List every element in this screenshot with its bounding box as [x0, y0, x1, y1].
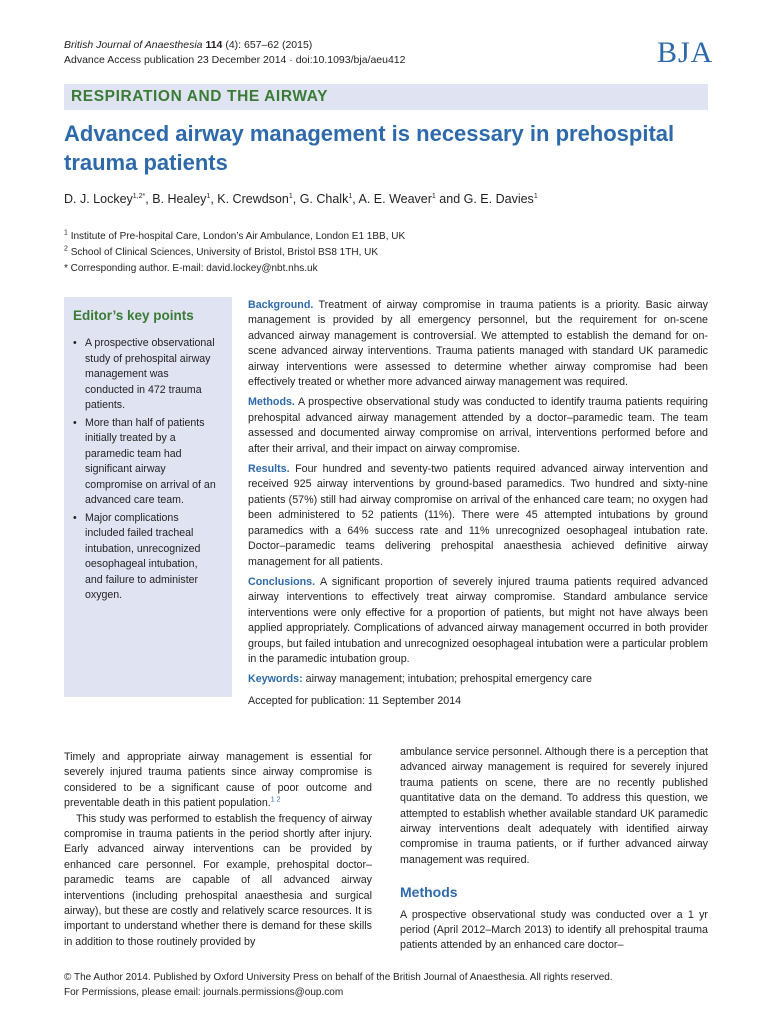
- section-label: RESPIRATION AND THE AIRWAY: [71, 88, 329, 105]
- key-points-title: Editor’s key points: [73, 308, 194, 323]
- affiliations: [64, 229, 405, 277]
- methods-heading: Methods: [400, 884, 458, 901]
- key-point-item: • Major complications included failed tracheal intubation, unrecognized oesophageal intubation, and failure to administer oxygen.: [85, 511, 217, 604]
- affiliation: $^2$ School of Clinical Sciences, University of Bristol, Bristol BS8 1TH, UK: [64, 245, 379, 258]
- abstract-results: Results. Four hundred and seventy-two patients required advanced airway intervention and received 925 airway interventions by ground-based paramedics. Two hundred and sixty-nine patients (57%) still had airway compromise on arrival of the enhanced care team; no oxygen had been administered to 52 patients (11%). There were 45 attempted intubations by ground paramedics with a 64% success rate and 11% unrecognized oesophageal intubation rate. Doctor–paramedic teams delivering prehospital anaesthesia achieved definitive airway management for all patients.: [248, 463, 708, 568]
- journal-citation: [64, 38, 406, 53]
- journal-header: [64, 38, 406, 68]
- key-point-item: • A prospective observational study of prehospital airway management was conducted in 472 trauma patients.: [85, 336, 217, 414]
- keywords: Keywords: airway management; intubation; prehospital emergency care: [248, 673, 592, 686]
- journal-name: British Journal of Anaesthesia: [64, 39, 203, 51]
- journal-issue-pages: (4): 657–62 (2015): [225, 39, 313, 51]
- abstract-background: Background. Treatment of airway compromise in trauma patients is a priority. Basic airway management is provided by all emergency personnel, but the requirement for on-scene advanced airway management is controversial. We attempted to establish the demand for on-scene advanced airway interventions. Trauma patients managed with standard UK paramedic airway interventions were assessed to determine whether airway compromise had been effectively treated or whether more advanced airway management was required.: [248, 299, 709, 389]
- abstract-conclusions: Conclusions. A significant proportion of severely injured trauma patients required advanced airway interventions to effectively treat airway compromise. Standard ambulance service interventions were only effective for a proportion of patients, but might not have always been applied appropriately. Complications of advanced airway management occurred in both provider groups, but failed intubation and unrecognized oesophageal intubation were a particular problem in the paramedic intubation group.: [248, 575, 708, 665]
- footer: [64, 970, 613, 1000]
- abstract-methods: Methods. A prospective observational study was conducted to identify trauma patients requiring prehospital advanced airway management attended by a doctor–paramedic team. The team assessed and documented airway compromise on arrival, interventions performed before and after their arrival, and their impact on airway compromise.: [248, 396, 708, 455]
- intro-paragraph-1: Timely and appropriate airway management is essential for severely injured trauma patients since airway compromise is considered to be a significant cause of poor outcome and preventable death in this patient population.$^{1 2}$: [64, 751, 372, 810]
- intro-paragraph-2: This study was performed to establish the frequency of airway compromise in trauma patients in the period shortly after injury. Early advanced airway interventions can be provided by enhanced care personnel. For example, prehospital doctor–paramedic teams are capable of all advanced airway interventions (including prehospital anaesthesia and surgical airway), but these are costly and relatively scarce resources. It is important to understand whether there is demand for these skills in addition to those routinely provided by: [64, 812, 372, 948]
- key-point-item: • More than half of patients initially treated by a paramedic team had significant airway compromise on arrival of an advanced care team.: [85, 416, 217, 509]
- author: B. Healey$^1$,: [152, 192, 218, 206]
- permissions: For Permissions, please email: journals.permissions@oup.com: [64, 987, 344, 998]
- key-points-box: [64, 297, 232, 697]
- section-band: [64, 84, 708, 110]
- citation-refs[interactable]: 1 2: [270, 796, 281, 804]
- body-column-right: [400, 745, 708, 954]
- access-line: Advance Access publication 23 December 2014 · doi:10.1093/bja/aeu412: [64, 54, 406, 66]
- abstract: [248, 298, 708, 714]
- article-title: Advanced airway management is necessary in prehospital trauma patients: [64, 121, 675, 175]
- bja-logo: BJA: [657, 36, 714, 69]
- author: G. Chalk$^1$,: [299, 192, 359, 206]
- copyright: © The Author 2014. Published by Oxford University Press on behalf of the British Journal of Anaesthesia. All rights reserved.: [64, 972, 613, 983]
- methods-paragraph-1: A prospective observational study was conducted over a 1 yr period (April 2012–March 2013) to identify all prehospital trauma patients attended by an enhanced care doctor–: [400, 908, 708, 952]
- accepted-date: Accepted for publication: 11 September 2014: [248, 694, 462, 707]
- journal-volume: 114: [205, 39, 223, 51]
- intro-paragraph-2-continued: ambulance service personnel. Although there is a perception that advanced airway management is required for severely injured trauma patients on scene, there are no recently published quantitative data on the demand. To address this question, we attempted to establish whether available standard UK paramedic airway interventions dealt adequately with identified airway compromise in trauma patients, or if further advanced airway management was required.: [400, 746, 708, 866]
- author: G. E. Davies$^1$: [463, 192, 538, 206]
- affiliation: $^1$ Institute of Pre-hospital Care, London’s Air Ambulance, London E1 1BB, UK: [64, 229, 406, 242]
- body-column-left: [64, 750, 372, 950]
- author: D. J. Lockey$^{1,2*}$,: [64, 192, 153, 206]
- key-points-list: [64, 336, 217, 604]
- author-list: [64, 191, 538, 208]
- corresponding-author: * Corresponding author. E-mail: david.lockey@nbt.nhs.uk: [64, 263, 318, 274]
- author: K. Crewdson$^1$,: [217, 192, 300, 206]
- author: A. E. Weaver$^1$ and: [358, 192, 464, 206]
